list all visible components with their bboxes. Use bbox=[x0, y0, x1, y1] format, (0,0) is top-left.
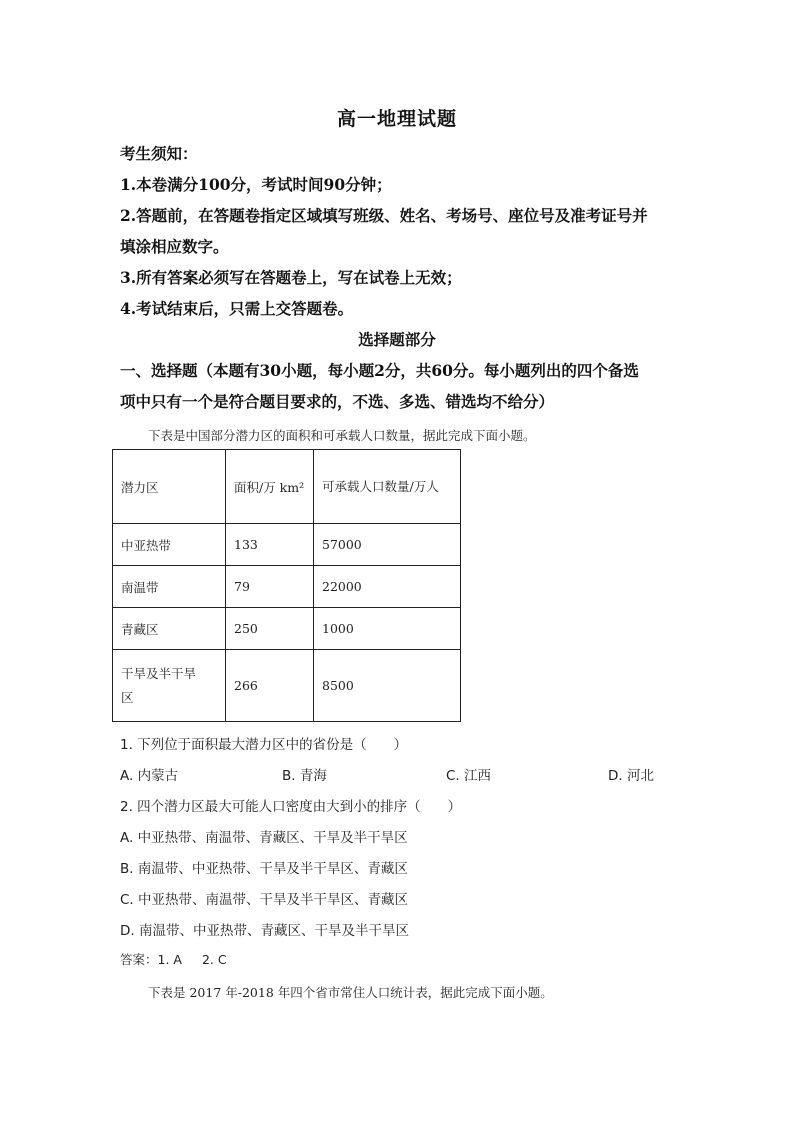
cell-population: 22000 bbox=[314, 566, 461, 608]
table-row bbox=[113, 608, 461, 650]
part-instructions-line-2: 项中只有一个是符合题目要求的，不选、多选、错选均不给分） bbox=[120, 392, 555, 411]
table-row bbox=[113, 524, 461, 566]
notice-item-2: 2.答题前，在答题卷指定区域填写班级、姓名、考场号、座位号及准考证号并 bbox=[120, 206, 648, 225]
header-area: 面积/万 km² bbox=[226, 450, 314, 524]
cell-area: 133 bbox=[226, 524, 314, 566]
question-2-option-d: D. 南温带、中亚热带、青藏区、干旱及半干旱区 bbox=[120, 923, 409, 939]
cell-zone: 干旱及半干旱区 bbox=[121, 665, 197, 705]
notice-item-1: 1.本卷满分100分，考试时间90分钟； bbox=[120, 175, 392, 194]
question-1-option-c: C. 江西 bbox=[446, 768, 492, 784]
answer-2: 2. C bbox=[201, 952, 227, 967]
part-instructions-line-1: 一、选择题（本题有30小题，每小题2分，共60分。每小题列出的四个备选 bbox=[120, 361, 639, 380]
page-title: 高一地理试题 bbox=[336, 108, 457, 130]
answer-label: 答案： bbox=[120, 952, 158, 967]
table-intro: 下表是中国部分潜力区的面积和可承载人口数量，据此完成下面小题。 bbox=[148, 428, 536, 443]
cell-population: 57000 bbox=[314, 524, 461, 566]
question-2-option-c: C. 中亚热带、南温带、干旱及半干旱区、青藏区 bbox=[120, 892, 409, 908]
header-population: 可承载人口数量/万人 bbox=[322, 478, 439, 494]
answer-1: 1. A bbox=[157, 952, 182, 967]
answer-line bbox=[120, 950, 227, 968]
cell-population: 8500 bbox=[314, 650, 461, 722]
question-1-option-b: B. 青海 bbox=[282, 768, 327, 784]
question-1-stem: 1. 下列位于面积最大潜力区中的省份是（ ） bbox=[120, 737, 408, 753]
cell-population: 1000 bbox=[314, 608, 461, 650]
notice-item-4: 4.考试结束后，只需上交答题卷。 bbox=[120, 299, 354, 318]
cell-area: 250 bbox=[226, 608, 314, 650]
question-2-option-a: A. 中亚热带、南温带、青藏区、干旱及半干旱区 bbox=[120, 830, 408, 846]
question-1-option-a: A. 内蒙古 bbox=[120, 768, 179, 784]
cell-zone: 南温带 bbox=[113, 566, 226, 608]
notice-item-2-cont: 填涂相应数字。 bbox=[120, 237, 229, 256]
notice-heading: 考生须知： bbox=[120, 144, 198, 163]
table-intro-2: 下表是 2017 年-2018 年四个省市常住人口统计表，据此完成下面小题。 bbox=[148, 985, 553, 1000]
potential-zone-table bbox=[112, 449, 461, 722]
table-header-row bbox=[113, 450, 461, 524]
question-2-stem: 2. 四个潜力区最大可能人口密度由大到小的排序（ ） bbox=[120, 799, 462, 815]
question-2-option-b: B. 南温带、中亚热带、干旱及半干旱区、青藏区 bbox=[120, 861, 408, 877]
cell-zone: 中亚热带 bbox=[113, 524, 226, 566]
table-row bbox=[113, 566, 461, 608]
section-heading: 选择题部分 bbox=[358, 330, 436, 349]
cell-area: 79 bbox=[226, 566, 314, 608]
table-row bbox=[113, 650, 461, 722]
cell-area: 266 bbox=[226, 650, 314, 722]
header-zone: 潜力区 bbox=[113, 450, 226, 524]
cell-zone: 青藏区 bbox=[113, 608, 226, 650]
notice-item-3: 3.所有答案必须写在答题卷上，写在试卷上无效； bbox=[120, 268, 462, 287]
question-1-option-d: D. 河北 bbox=[608, 768, 654, 784]
